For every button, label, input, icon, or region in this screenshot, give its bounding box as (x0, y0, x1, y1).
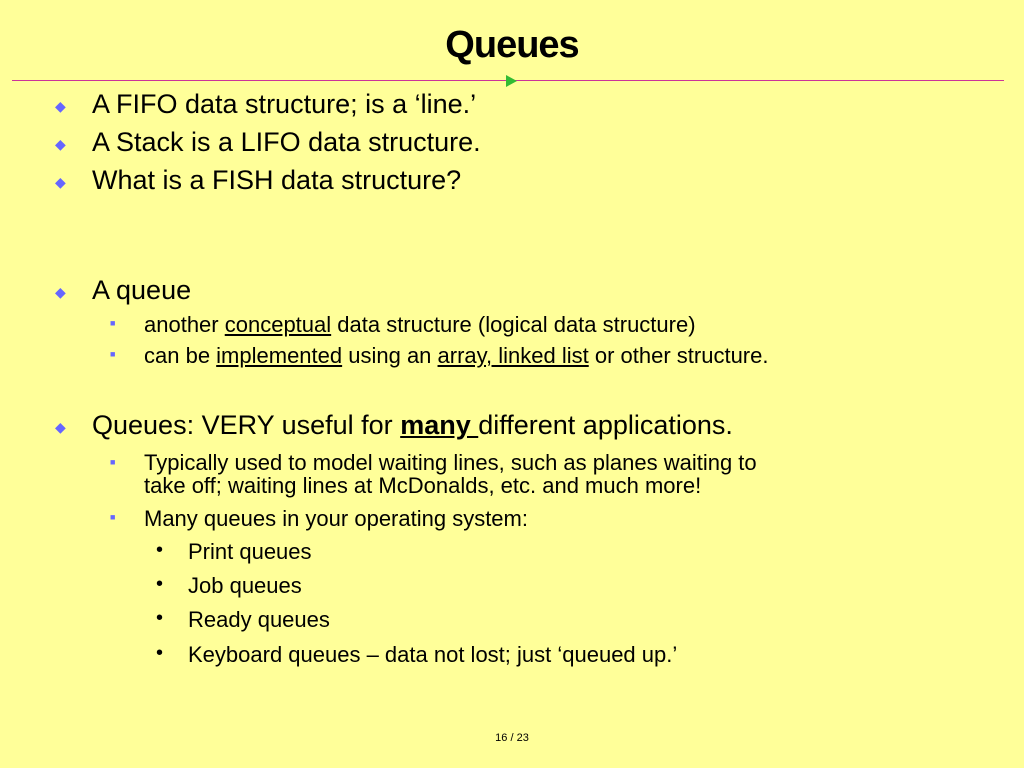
square-bullet-icon: ■ (110, 457, 116, 467)
bullet-fish: What is a FISH data structure? (92, 165, 462, 195)
page-separator: / (507, 732, 517, 744)
square-bullet-icon: ■ (110, 318, 116, 328)
emphasis-many: many (400, 410, 479, 440)
os-queue-item: Keyboard queues – data not lost; just ‘queued up.’ (188, 642, 678, 667)
dot-bullet-icon: • (156, 573, 164, 595)
bullet-queues-useful (92, 410, 733, 441)
page-current: 16 (495, 732, 508, 744)
sub-bullet-typically (144, 451, 757, 497)
sub-bullet-implemented (144, 344, 768, 367)
sub-bullet-conceptual (144, 313, 696, 336)
underlined-term: conceptual (224, 312, 332, 337)
play-arrow-icon (506, 75, 517, 87)
square-bullet-icon: ■ (110, 512, 116, 522)
page-total: 23 (516, 732, 529, 744)
diamond-bullet-icon: ◆ (55, 136, 66, 152)
underlined-term: array, linked list (437, 343, 589, 368)
os-queue-item: Job queues (188, 573, 302, 598)
text: another (144, 312, 225, 337)
diamond-bullet-icon: ◆ (55, 174, 66, 190)
os-queue-item: Print queues (188, 539, 312, 564)
text: data structure (logical data structure) (331, 312, 696, 337)
text: or other structure. (588, 343, 769, 368)
diamond-bullet-icon: ◆ (55, 419, 66, 435)
text: using an (342, 343, 438, 368)
diamond-bullet-icon: ◆ (55, 98, 66, 114)
text: Queues: VERY useful for (92, 410, 401, 440)
dot-bullet-icon: • (156, 642, 164, 664)
text-line: take off; waiting lines at McDonalds, etc. and much more! (144, 473, 702, 498)
bullet-a-queue: A queue (92, 275, 192, 305)
sub-bullet-os: Many queues in your operating system: (144, 506, 528, 531)
square-bullet-icon: ■ (110, 349, 116, 359)
text: can be (144, 343, 217, 368)
bullet-fifo: A FIFO data structure; is a ‘line.’ (92, 89, 477, 119)
text-line: Typically used to model waiting lines, such as planes waiting to (144, 450, 757, 475)
dot-bullet-icon: • (156, 539, 164, 561)
bullet-stack: A Stack is a LIFO data structure. (92, 127, 481, 157)
diamond-bullet-icon: ◆ (55, 284, 66, 300)
text: different applications. (478, 410, 733, 440)
page-number (0, 732, 1024, 744)
underlined-term: implemented (216, 343, 343, 368)
os-queue-item: Ready queues (188, 607, 330, 632)
dot-bullet-icon: • (156, 607, 164, 629)
slide-title: Queues (445, 24, 579, 66)
